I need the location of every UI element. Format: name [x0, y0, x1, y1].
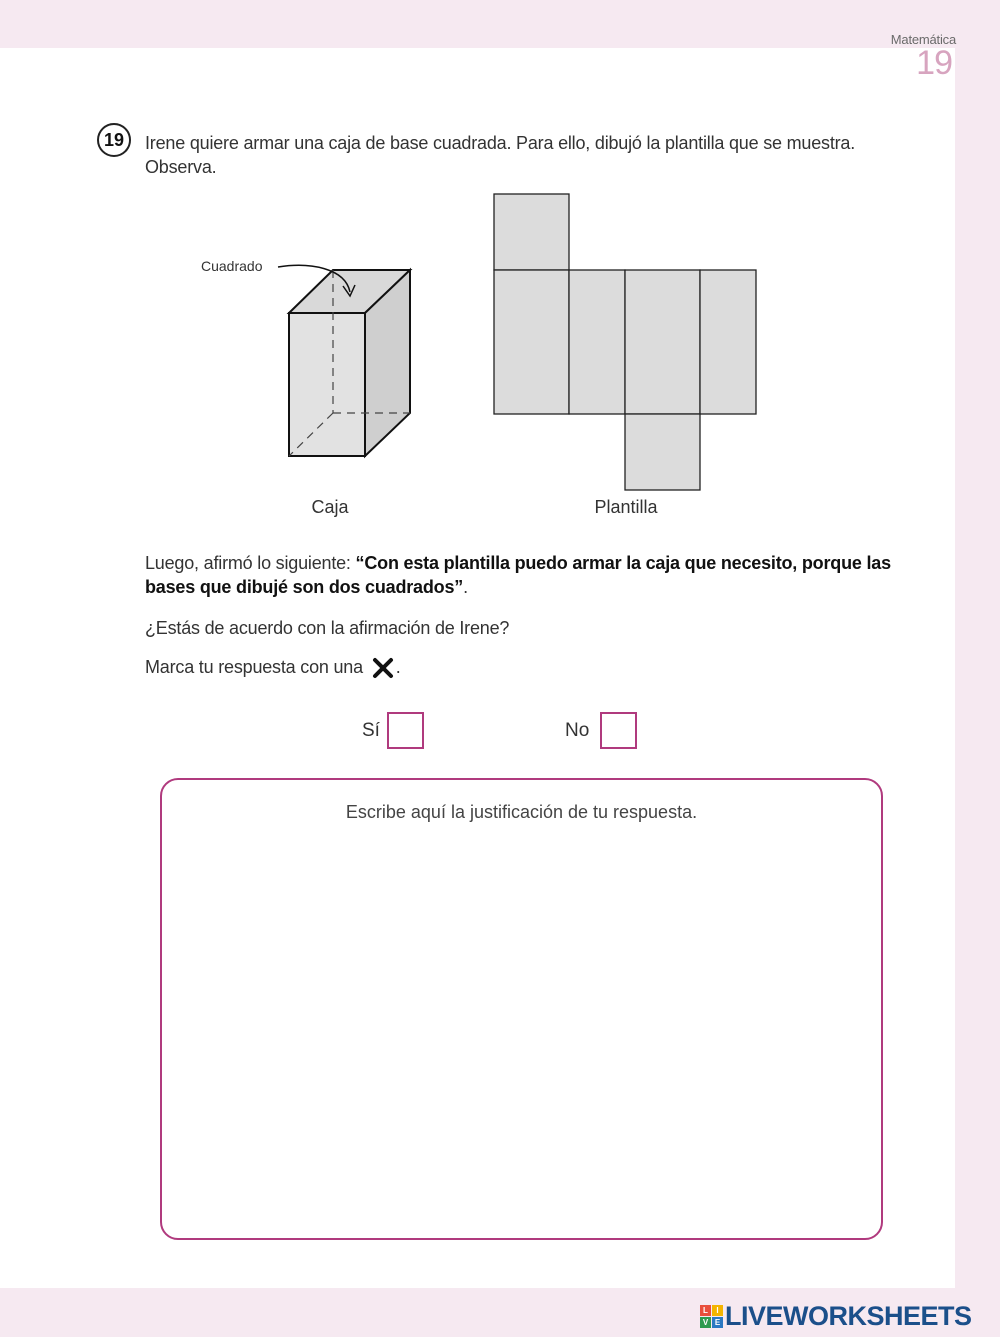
- net-caption: Plantilla: [594, 497, 658, 517]
- mark-instruction-end: .: [395, 657, 401, 677]
- agree-question: ¿Estás de acuerdo con la afirmación de Irene?: [145, 618, 510, 638]
- statement-quote: “Con esta plantilla puedo armar la caja que necesito, porque las bases que dibujé son dos cuadrados”: [145, 553, 891, 597]
- liveworksheets-brand: [700, 1300, 972, 1332]
- statement-prefix: Luego, afirmó lo siguiente:: [145, 553, 356, 573]
- net-face-1: [494, 270, 569, 414]
- net-illustration: [494, 194, 756, 490]
- x-mark-icon: [372, 657, 394, 679]
- mark-instruction-text: Marca tu respuesta con una: [145, 657, 363, 677]
- brand-name: LIVEWORKSHEETS: [725, 1300, 972, 1331]
- box-caption: Caja: [311, 497, 349, 517]
- no-option-label: No: [565, 720, 590, 741]
- page-number: 19: [916, 44, 952, 82]
- question-intro: Irene quiere armar una caja de base cuadrada. Para ello, dibujó la plantilla que se muestra. Observa.: [145, 133, 856, 177]
- statement-suffix: .: [463, 577, 468, 597]
- justification-input[interactable]: [182, 840, 866, 1224]
- no-checkbox[interactable]: [600, 712, 637, 749]
- net-face-2: [569, 270, 625, 414]
- net-bottom-square: [625, 414, 700, 490]
- subject-label: Matemática: [890, 32, 956, 47]
- net-face-3: [625, 270, 700, 414]
- mark-instruction: [145, 655, 401, 679]
- justification-placeholder: Escribe aquí la justificación de tu respuesta.: [345, 802, 698, 822]
- box-front-face: [289, 313, 365, 456]
- yes-checkbox[interactable]: [387, 712, 424, 749]
- square-label: Cuadrado: [201, 258, 263, 274]
- box-illustration: [201, 258, 410, 517]
- net-face-4: [700, 270, 756, 414]
- box-and-net-figure: [0, 0, 1000, 530]
- net-top-square: [494, 194, 569, 270]
- yes-option-label: Sí: [362, 720, 380, 741]
- question-number-badge: 19: [97, 123, 131, 157]
- justification-box[interactable]: [160, 778, 883, 1240]
- liveworksheets-logo: L I V E: [700, 1305, 723, 1328]
- irene-statement: [145, 551, 905, 599]
